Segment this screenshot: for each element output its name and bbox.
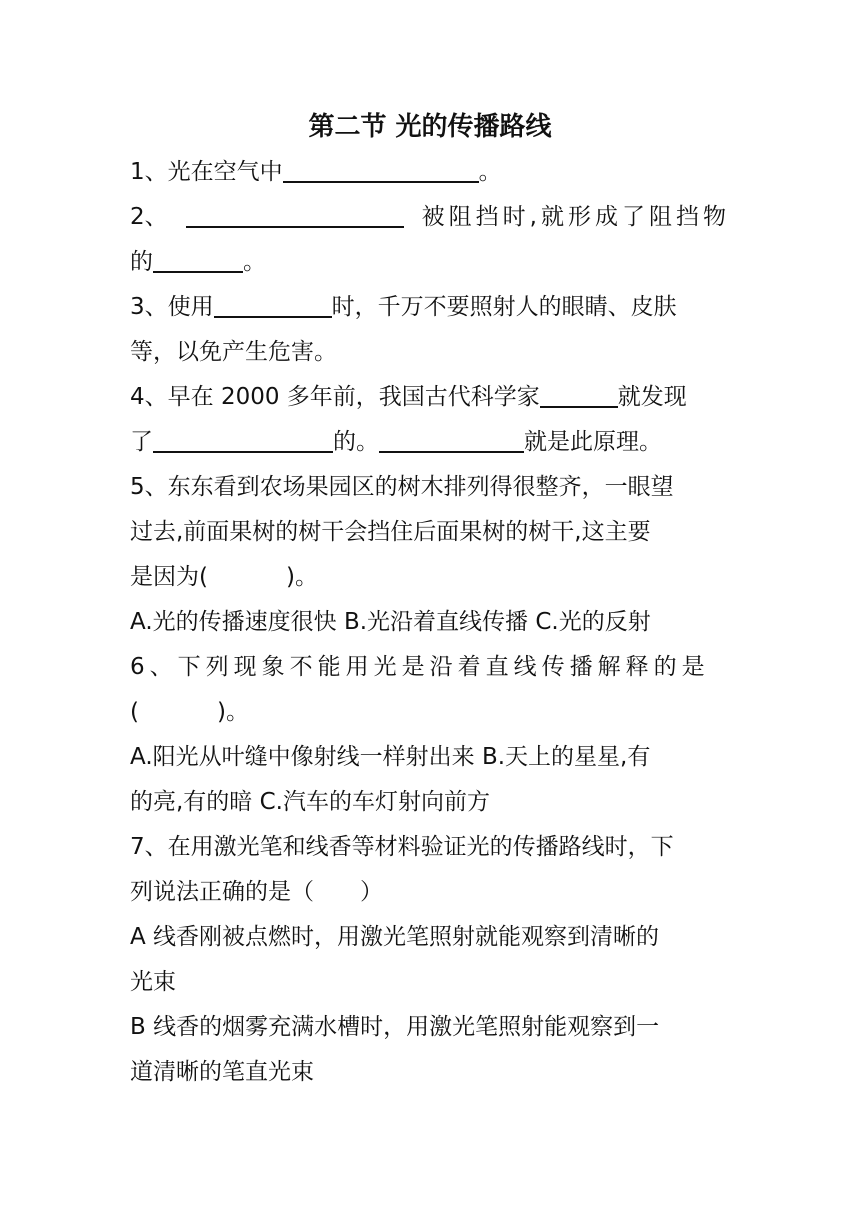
q4-answer-blank-2[interactable]: [153, 420, 333, 453]
question-7-option-a-line-1: [130, 915, 730, 960]
question-2-line-1: [130, 195, 730, 240]
q3-answer-blank[interactable]: [214, 285, 332, 318]
question-6-options-line-2: [130, 780, 730, 825]
q2-end: 。: [243, 249, 266, 275]
q1-end: 。: [478, 159, 502, 185]
question-4-line-1: [130, 375, 730, 420]
q7-option-b-text-2: 道清晰的笔直光束: [130, 1059, 314, 1085]
q5-text-4: )。: [285, 564, 318, 590]
q3-text-2: 等，以免产生危害。: [130, 339, 337, 365]
question-7-line-2: [130, 870, 730, 915]
question-1: [130, 150, 730, 195]
q6-text-3: )。: [216, 699, 249, 725]
q6-text-1: 6、下列现象不能用光是沿着直线传播解释的是: [130, 654, 710, 680]
question-4-line-2: [130, 420, 730, 465]
q4-text: 4、早在 2000 多年前，我国古代科学家: [130, 384, 540, 410]
question-7-option-b-line-2: [130, 1050, 730, 1095]
q4-text-3: 的。: [333, 429, 379, 455]
question-5-line-2: [130, 510, 730, 555]
question-3-line-2: [130, 330, 730, 375]
question-5-line-3: [130, 555, 730, 600]
question-6-options-line-1: [130, 735, 730, 780]
q6-options-text-2: 的亮,有的暗 C.汽车的车灯射向前方: [130, 789, 490, 815]
question-7-line-1: [130, 825, 730, 870]
q5-text-1: 5、东东看到农场果园区的树木排列得很整齐，一眼望: [130, 474, 674, 500]
question-6-line-1: [130, 645, 730, 690]
question-6-line-2: [130, 690, 730, 735]
q7-text-1: 7、在用激光笔和线香等材料验证光的传播路线时，下: [130, 834, 674, 860]
q7-option-a-text-2: 光束: [130, 969, 176, 995]
q4-answer-blank-1[interactable]: [540, 375, 618, 408]
question-5-line-1: [130, 465, 730, 510]
q5-options-text: A.光的传播速度很快 B.光沿着直线传播 C.光的反射: [130, 609, 651, 635]
q5-text-3: 是因为(: [130, 564, 208, 590]
q2-answer-blank-2[interactable]: [153, 240, 243, 273]
q3-text: 时，千万不要照射人的眼睛、皮肤: [331, 294, 677, 320]
q6-options-text-1: A.阳光从叶缝中像射线一样射出来 B.天上的星星,有: [130, 744, 651, 770]
q2-answer-blank-1[interactable]: [186, 195, 404, 228]
q1-answer-blank[interactable]: [283, 150, 479, 183]
q5-text-2: 过去,前面果树的树干会挡住后面果树的树干,这主要: [130, 519, 651, 545]
q2-number: 2、: [130, 204, 168, 230]
q7-option-b-text-1: B 线香的烟雾充满水槽时，用激光笔照射能观察到一: [130, 1014, 660, 1040]
q4-text-mid: 就发现: [617, 384, 687, 410]
q3-number-text: 3、使用: [130, 294, 214, 320]
q7-text-2: 列说法正确的是（ ）: [130, 879, 383, 905]
q4-text-4: 就是此原理。: [524, 429, 662, 455]
q4-answer-blank-3[interactable]: [379, 420, 524, 453]
q7-option-a-text-1: A 线香刚被点燃时，用激光笔照射就能观察到清晰的: [130, 924, 660, 950]
q6-text-2: (: [130, 699, 139, 725]
worksheet-page: [130, 104, 730, 1095]
question-2-line-2: [130, 240, 730, 285]
page-title: 第二节 光的传播路线: [308, 112, 552, 142]
question-5-options: [130, 600, 730, 645]
question-3-line-1: [130, 285, 730, 330]
q2-text: 被阻挡时,就形成了阻挡物: [421, 204, 730, 230]
question-7-option-b-line-1: [130, 1005, 730, 1050]
q1-text: 1、光在空气中: [130, 159, 283, 185]
q4-text-2: 了: [130, 429, 153, 455]
q2-text-2: 的: [130, 249, 153, 275]
question-7-option-a-line-2: [130, 960, 730, 1005]
